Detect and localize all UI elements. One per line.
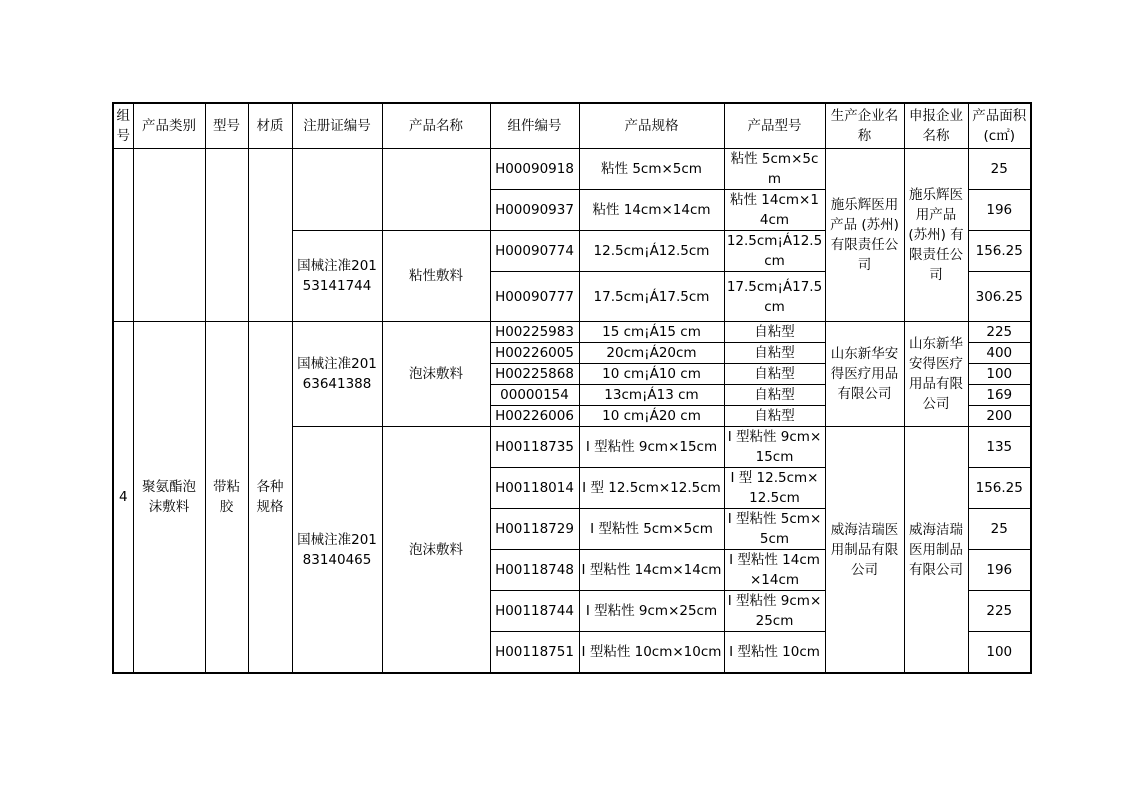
cell-code: H00118735 <box>490 427 579 468</box>
cell-code: 00000154 <box>490 385 579 406</box>
cell-ptype: 自粘型 <box>724 364 825 385</box>
cell-spec: I 型粘性 10cm×10cm <box>579 632 724 674</box>
cell-area: 135 <box>968 427 1031 468</box>
cell-spec: 20cm¡Á20cm <box>579 343 724 364</box>
cell-area: 25 <box>968 149 1031 190</box>
cell-code: H00226006 <box>490 406 579 427</box>
header-maker: 生产企业名称 <box>825 103 904 149</box>
header-name: 产品名称 <box>382 103 490 149</box>
cell-area: 196 <box>968 550 1031 591</box>
table-row <box>113 149 1031 190</box>
cell-category: 聚氨酯泡沫敷料 <box>133 322 205 674</box>
cell-code: H00118744 <box>490 591 579 632</box>
cell-ptype: I 型粘性 9cm×25cm <box>724 591 825 632</box>
cell-ptype: I 型粘性 10cm <box>724 632 825 674</box>
cell-code: H00225868 <box>490 364 579 385</box>
header-category: 产品类别 <box>133 103 205 149</box>
cell-ptype: 自粘型 <box>724 385 825 406</box>
cell-ptype: 自粘型 <box>724 322 825 343</box>
header-spec: 产品规格 <box>579 103 724 149</box>
cell-code: H00225983 <box>490 322 579 343</box>
header-row <box>113 103 1031 149</box>
header-code: 组件编号 <box>490 103 579 149</box>
cell-spec: 12.5cm¡Á12.5cm <box>579 231 724 272</box>
header-ptype: 产品型号 <box>724 103 825 149</box>
cell-material: 各种规格 <box>248 322 292 674</box>
cell-area: 156.25 <box>968 231 1031 272</box>
cell-ptype: I 型粘性 14cm×14cm <box>724 550 825 591</box>
cell-ptype: 自粘型 <box>724 343 825 364</box>
cell-ptype: 17.5cm¡Á17.5cm <box>724 272 825 322</box>
cell-code: H00090918 <box>490 149 579 190</box>
cell-maker: 施乐辉医用产品 (苏州) 有限责任公司 <box>825 149 904 322</box>
cell-reg: 国械注准20153141744 <box>292 231 382 322</box>
cell-model: 带粘胶 <box>205 322 248 674</box>
header-material: 材质 <box>248 103 292 149</box>
cell-code: H00118748 <box>490 550 579 591</box>
cell-code: H00090937 <box>490 190 579 231</box>
cell-group-empty <box>113 149 133 322</box>
cell-spec: I 型 12.5cm×12.5cm <box>579 468 724 509</box>
cell-area: 306.25 <box>968 272 1031 322</box>
cell-applicant: 威海洁瑞医用制品有限公司 <box>904 427 968 674</box>
cell-code: H00226005 <box>490 343 579 364</box>
cell-name: 粘性敷料 <box>382 231 490 322</box>
cell-area: 225 <box>968 322 1031 343</box>
cell-applicant: 施乐辉医用产品 (苏州) 有限责任公司 <box>904 149 968 322</box>
cell-ptype: I 型 12.5cm×12.5cm <box>724 468 825 509</box>
header-model: 型号 <box>205 103 248 149</box>
cell-maker: 山东新华安得医疗用品有限公司 <box>825 322 904 427</box>
cell-area: 225 <box>968 591 1031 632</box>
cell-code: H00118729 <box>490 509 579 550</box>
cell-ptype: 粘性 5cm×5cm <box>724 149 825 190</box>
cell-maker: 威海洁瑞医用制品有限公司 <box>825 427 904 674</box>
cell-code: H00118014 <box>490 468 579 509</box>
cell-applicant: 山东新华安得医疗用品有限公司 <box>904 322 968 427</box>
cell-name: 泡沫敷料 <box>382 322 490 427</box>
header-group: 组号 <box>113 103 133 149</box>
cell-reg <box>292 149 382 231</box>
cell-code: H00090774 <box>490 231 579 272</box>
cell-ptype: 自粘型 <box>724 406 825 427</box>
cell-spec: 粘性 14cm×14cm <box>579 190 724 231</box>
cell-ptype: I 型粘性 9cm×15cm <box>724 427 825 468</box>
cell-ptype: 12.5cm¡Á12.5cm <box>724 231 825 272</box>
product-table <box>112 102 1032 674</box>
cell-spec: 13cm¡Á13 cm <box>579 385 724 406</box>
cell-reg: 国械注准20163641388 <box>292 322 382 427</box>
cell-spec: I 型粘性 5cm×5cm <box>579 509 724 550</box>
cell-spec: 15 cm¡Á15 cm <box>579 322 724 343</box>
header-area: 产品面积(c㎡) <box>968 103 1031 149</box>
cell-spec: I 型粘性 9cm×15cm <box>579 427 724 468</box>
cell-spec: 10 cm¡Á20 cm <box>579 406 724 427</box>
cell-ptype: I 型粘性 5cm×5cm <box>724 509 825 550</box>
cell-name: 泡沫敷料 <box>382 427 490 674</box>
cell-spec: I 型粘性 9cm×25cm <box>579 591 724 632</box>
cell-code: H00118751 <box>490 632 579 674</box>
cell-area: 200 <box>968 406 1031 427</box>
cell-group: 4 <box>113 322 133 674</box>
cell-reg: 国械注准20183140465 <box>292 427 382 674</box>
cell-spec: 10 cm¡Á10 cm <box>579 364 724 385</box>
cell-spec: 17.5cm¡Á17.5cm <box>579 272 724 322</box>
cell-model-empty <box>205 149 248 322</box>
header-reg: 注册证编号 <box>292 103 382 149</box>
header-applicant: 申报企业名称 <box>904 103 968 149</box>
cell-area: 169 <box>968 385 1031 406</box>
cell-ptype: 粘性 14cm×14cm <box>724 190 825 231</box>
cell-area: 100 <box>968 632 1031 674</box>
cell-area: 156.25 <box>968 468 1031 509</box>
cell-material-empty <box>248 149 292 322</box>
cell-code: H00090777 <box>490 272 579 322</box>
cell-spec: 粘性 5cm×5cm <box>579 149 724 190</box>
table-row <box>113 322 1031 343</box>
cell-area: 400 <box>968 343 1031 364</box>
cell-spec: I 型粘性 14cm×14cm <box>579 550 724 591</box>
cell-area: 25 <box>968 509 1031 550</box>
cell-area: 100 <box>968 364 1031 385</box>
cell-area: 196 <box>968 190 1031 231</box>
cell-category-empty <box>133 149 205 322</box>
cell-name <box>382 149 490 231</box>
